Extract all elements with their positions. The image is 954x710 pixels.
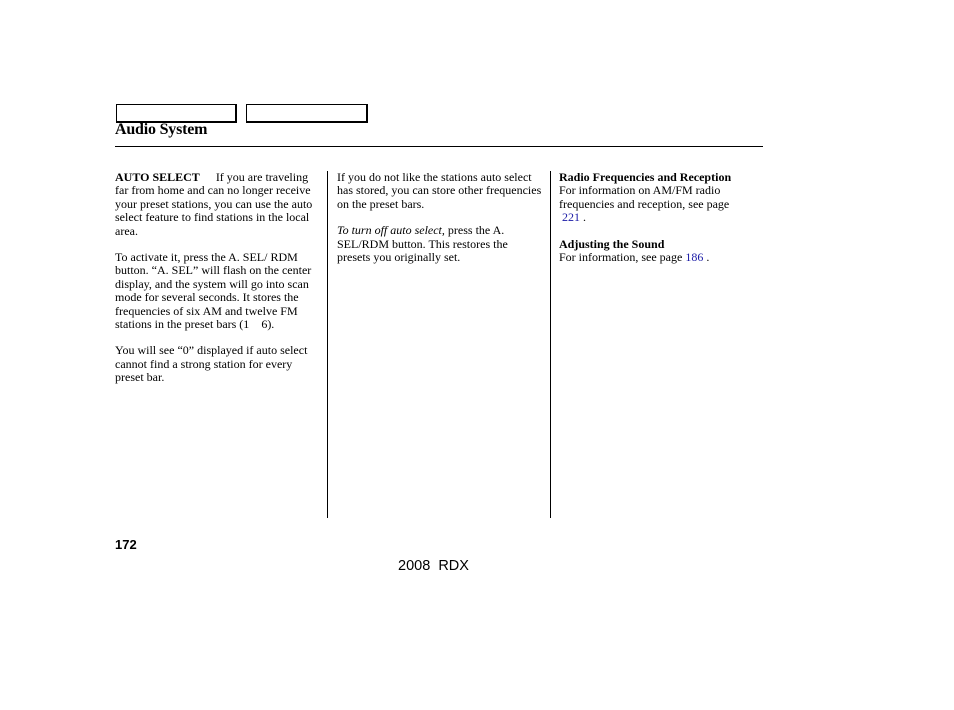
adjusting-sound-paragraph — [559, 251, 765, 264]
period: . — [583, 210, 586, 225]
adjusting-sound-text: For information, see page — [559, 250, 683, 265]
radio-frequencies-heading: Radio Frequencies and Reception — [559, 170, 732, 184]
auto-select-intro: If you are traveling far from home and can no longer receive your preset stations, you can use the auto select feature to find stations in the local area. — [115, 170, 313, 238]
model-text: 2008 RDX — [398, 558, 469, 574]
turn-off-text: press the A. SEL/RDM button. This restores the presets you originally set. — [337, 223, 508, 265]
radio-frequencies-text: For information on AM/FM radio frequencies and reception, see page — [559, 183, 730, 211]
column-divider — [550, 171, 551, 518]
activate-text-end: 6). — [261, 317, 275, 332]
store-frequencies-paragraph: If you do not like the stations auto select has stored, you can store other frequencies on the preset bars. — [337, 170, 542, 211]
activate-text: To activate it, press the A. SEL/ RDM button. “A. SEL” will flash on the center display, and the system will go into scan mode for several seconds. It stores the frequencies of six AM and twelve FM stations in the preset bars (1 — [115, 250, 312, 332]
section-title: Audio System — [115, 121, 208, 138]
turn-off-lead: To turn off auto select, — [337, 223, 445, 238]
page-link-221[interactable]: 221 — [562, 210, 580, 225]
zero-display-paragraph: You will see “0” displayed if auto select cannot find a strong station for every preset bar. — [115, 343, 308, 385]
activate-paragraph — [115, 251, 321, 331]
column-2 — [337, 171, 543, 277]
column-3 — [559, 171, 765, 277]
auto-select-heading: AUTO SELECT — [115, 170, 200, 184]
page-number: 172 — [115, 537, 137, 552]
page-link-186[interactable]: 186 — [685, 250, 704, 265]
adjusting-sound-heading: Adjusting the Sound — [559, 236, 665, 251]
period: . — [706, 250, 710, 265]
column-1 — [115, 171, 321, 398]
auto-select-paragraph — [115, 171, 321, 238]
column-divider — [327, 171, 328, 518]
footer-model — [398, 558, 469, 574]
nav-tab-right[interactable] — [246, 104, 368, 123]
radio-frequencies-paragraph — [559, 184, 765, 224]
turn-off-paragraph — [337, 224, 543, 264]
title-rule — [115, 146, 763, 147]
